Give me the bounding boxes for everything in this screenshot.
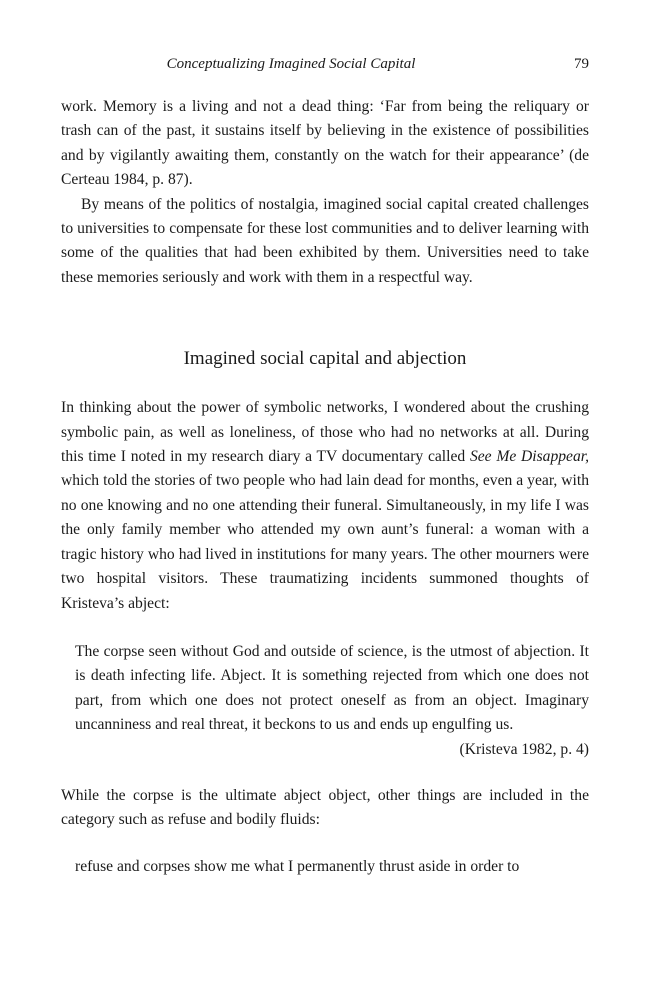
block-quote-text: The corpse seen without God and outside of science, is the utmost of abjection. It is death infecting life. Abject. It is something rejected from which one does not part, from which one does not protect oneself as from an object. Imaginary uncanniness and real threat, it beckons to us and ends up engulfing us. [75,642,589,734]
paragraph-4: While the corpse is the ultimate abject object, other things are included in the category such as refuse and bodily fluids: [61,786,589,829]
documentary-title: See Me Disappear, [469,448,590,466]
paragraph-3-part-2: which told the stories of two people who had lain dead for months, even a year, with no one knowing and no one attending their funeral. Simultaneously, in my life I was the only family member who attended my own aunt’s funeral: a woman with a tragic history who had lived in institutions for many years. The other mourners were two hospital visitors. These traumatizing incidents summoned thoughts of Kristeva’s abject: [61,472,589,612]
book-page [61,0,589,998]
paragraph-3 [61,396,589,616]
block-quote-citation: (Kristeva 1982, p. 4) [459,740,589,758]
paragraph-2: By means of the politics of nostalgia, imagined social capital created challenges to universities to compensate for these lost communities and to deliver learning with some of the qualities that had been exhibited by them. Universities need to take these memories seriously and work with them in a respectful way. [61,195,589,286]
running-title: Conceptualizing Imagined Social Capital [166,56,416,72]
page-number: 79 [574,56,589,72]
block-quote-kristeva [75,640,589,762]
paragraph-1: work. Memory is a living and not a dead thing: ‘Far from being the reliquary or trash can of the past, it sustains itself by believing in the existence of possibilities and by vigilantly awaiting them, constantly on the watch for their appearance’ (de Certeau 1984, p. 87). [61,98,589,189]
body-text [61,95,589,879]
block-quote-continued [75,855,589,879]
running-header [61,56,589,80]
paragraph-3-part-1: In thinking about the power of symbolic networks, I wondered about the crushing symbolic pain, as well as loneliness, of those who had no networks at all. During this time I noted in my research diary a TV documentary called [61,399,589,466]
block-quote-continued-text: refuse and corpses show me what I permanently thrust aside in order to [75,857,520,875]
section-heading: Imagined social capital and abjection [183,348,467,370]
